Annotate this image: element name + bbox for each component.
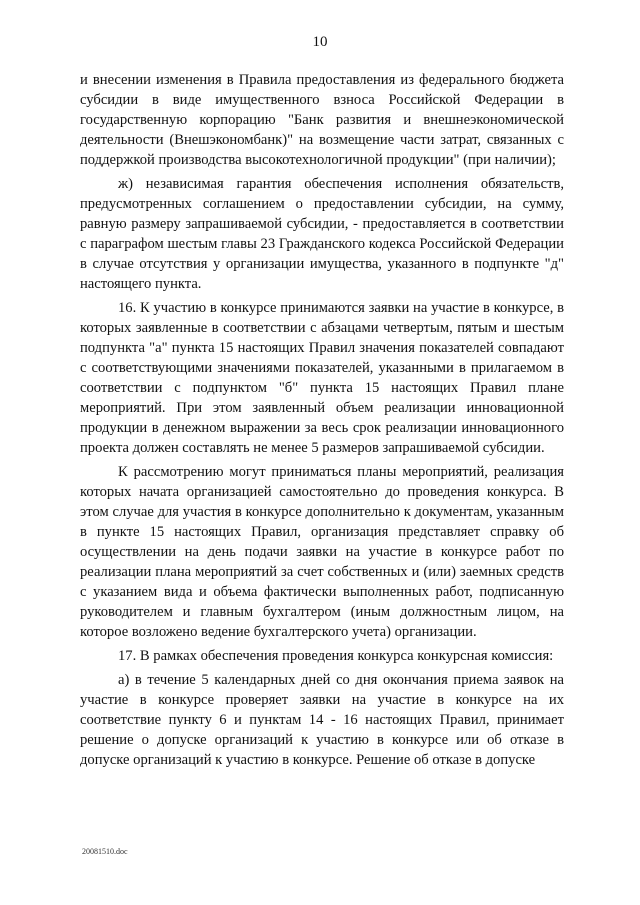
paragraph-continuation: и внесении изменения в Правила предоставления из федерального бюджета субсидии в виде имущественного взноса Российской Федерации в государственную корпорацию "Банк развития и внешнеэкономической деятельности (Внешэкономбанк)" на возмещение части затрат, связанных с поддержкой производства высокотехнологичной продукции" (при наличии); — [80, 72, 564, 168]
paragraph-item-16: 16. К участию в конкурсе принимаются заявки на участие в конкурсе, в которых заявленные в соответствии с абзацами четвертым, пятым и шестым подпункта "а" пункта 15 настоящих Правил значения показателей совпадают с соответствующими значениями показателей, указанными в прилагаемом в соответствии с подпунктом "б" пункта 15 настоящих Правил плане мероприятий. При этом заявленный объем реализации инновационной продукции в денежном выражении за весь срок реализации инновационного проекта должен составлять не менее 5 размеров запрашиваемой субсидии. — [80, 300, 564, 456]
page-number: 10 — [312, 34, 328, 50]
document-body — [80, 70, 564, 774]
footer-filename: 20081510.doc — [82, 847, 128, 856]
paragraph-item-17: 17. В рамках обеспечения проведения конкурса конкурсная комиссия: — [118, 648, 554, 664]
paragraph-subitem-zh: ж) независимая гарантия обеспечения исполнения обязательств, предусмотренных соглашением о предоставлении субсидии, на сумму, равную размеру запрашиваемой субсидии, - предоставляется в соответствии с параграфом шестым главы 23 Гражданского кодекса Российской Федерации в случае отсутствия у организации имущества, указанного в подпункте "д" настоящего пункта. — [80, 176, 564, 292]
paragraph-plans-review: К рассмотрению могут приниматься планы мероприятий, реализация которых начата организацией самостоятельно до проведения конкурса. В этом случае для участия в конкурсе дополнительно к документам, указанным в пункте 15 настоящих Правил, организация представляет справку об осуществлении на день подачи заявки на участие в конкурсе работ по реализации плана мероприятий за счет собственных и (или) заемных средств с указанием вида и объема фактически выполненных работ, подписанную руководителем и главным бухгалтером (иным должностным лицом, на которое возложено ведение бухгалтерского учета) организации. — [80, 464, 564, 640]
paragraph-subitem-a: а) в течение 5 календарных дней со дня окончания приема заявок на участие в конкурсе проверяет заявки на участие в конкурсе на их соответствие пункту 6 и пунктам 14 - 16 настоящих Правил, принимает решение о допуске организаций к участию в конкурсе или об отказе в допуске организаций к участию в конкурсе. Решение об отказе в допуске — [80, 672, 564, 768]
